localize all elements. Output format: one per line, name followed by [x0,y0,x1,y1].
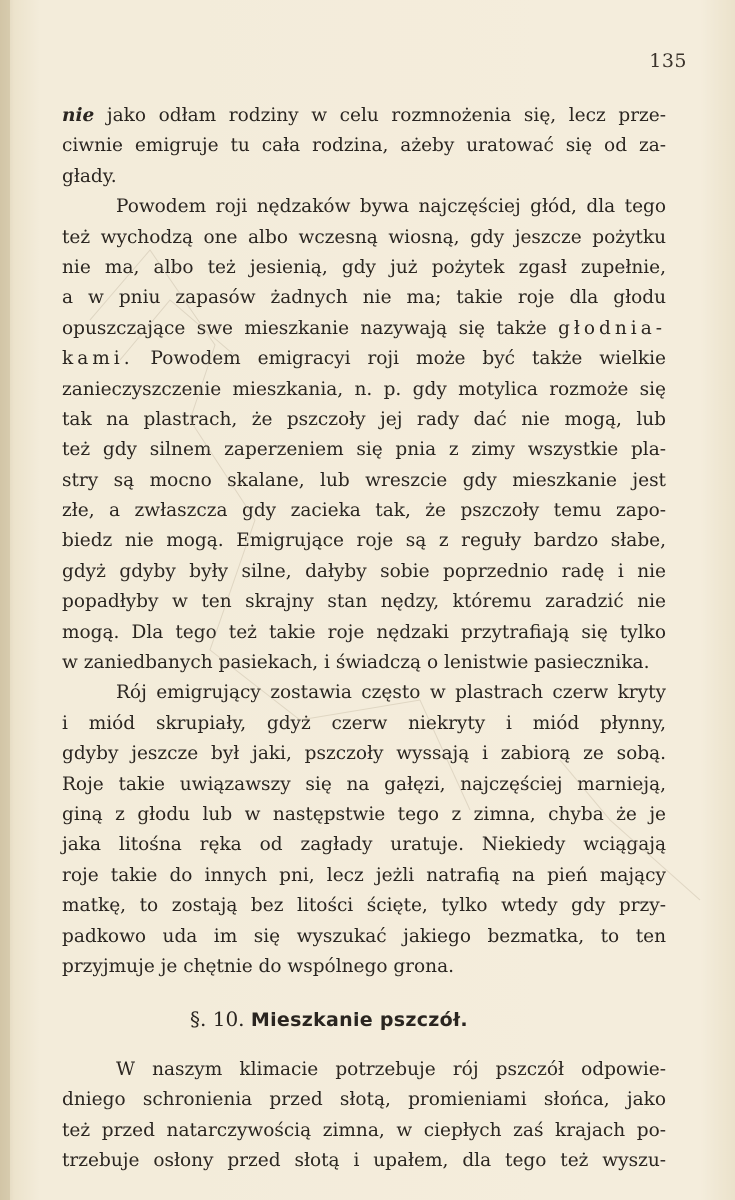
text-line: kami. Powodem emigracyi roji może być także wielkie [62,348,666,370]
text-line: a w pniu zapasów żadnych nie ma; takie roje dla głodu [62,287,666,309]
text-line: W naszym klimacie potrzebuje rój pszczół odpowie- [116,1058,666,1080]
text-line: Powodem roji nędzaków bywa najczęściej głód, dla tego [116,196,666,218]
section-title: Mieszkanie pszczół. [250,1009,468,1032]
text-line: roje takie do innych pni, lecz jeżli natrafią na pień mający [62,864,666,886]
text-line: też gdy silnem zaperzeniem się pnia z zimy wszystkie pla- [62,439,666,461]
text-line: nie jako odłam rodziny w celu rozmnożenia się, lecz prze- [62,105,666,126]
text-line: w zaniedbanych pasiekach, i świadczą o lenistwie pasiecznika. [62,652,650,674]
spaced-term: kami. [62,348,134,370]
text-line: też wychodzą one albo wczesną wiosną, gdy jeszcze pożytku [62,226,666,248]
text-line: głady. [62,165,117,187]
text-line: też przed natarczywością zimna, w ciepłych zaś krajach po- [62,1119,666,1141]
spaced-term: głodnia- [558,317,666,339]
text-line: i miód skrupiały, gdyż czerw niekryty i miód płynny, [62,712,666,734]
text-line: Rój emigrujący zostawia często w plastrach czerw kryty [116,682,666,704]
text-line: mogą. Dla tego też takie roje nędzaki przytrafiają się tylko [62,621,666,643]
text-line: biedz nie mogą. Emigrujące roje są z reguły bardzo słabe, [62,530,666,552]
text-line: popadłyby w ten skrajny stan nędzy, któremu zaradzić nie [62,591,666,613]
text-line: nie ma, albo też jesienią, gdy już pożytek zgasł zupełnie, [62,256,666,278]
text-line: tak na plastrach, że pszczoły jej rady dać nie mogą, lub [62,408,666,430]
paragraph-3 [62,678,666,982]
emphasized-word: nie [62,105,95,126]
text-line: gdyż gdyby były silne, dałyby sobie poprzednio radę i nie [62,560,666,582]
paragraph-2 [62,192,666,678]
text-line: padkowo uda im się wyszukać jakiego bezmatka, to ten [62,925,666,947]
text-line: dniego schronienia przed słotą, promieniami słońca, jako [62,1089,666,1111]
text-line: opuszczające swe mieszkanie nazywają się także głodnia- [62,317,666,339]
text-line: Roje takie uwiązawszy się na gałęzi, najczęściej marnieją, [62,773,666,795]
section-heading [62,1004,666,1034]
text-line: zanieczyszczenie mieszkania, n. p. gdy motylica rozmoże się [62,378,666,400]
text-line: złe, a zwłaszcza gdy zacieka tak, że pszczoły temu zapo- [62,500,666,522]
paragraph-4 [62,1055,666,1177]
page-number: 135 [649,50,687,72]
text-line: gdyby jeszcze był jaki, pszczoły wyssają i zabiorą ze sobą. [62,743,666,765]
paragraph-1 [62,101,666,192]
text-line: ciwnie emigruje tu cała rodzina, ażeby uratować się od za- [62,135,666,157]
text-line: trzebuje osłony przed słotą i upałem, dla tego też wyszu- [62,1149,666,1171]
page-text [62,101,666,1176]
section-number: §. 10. [190,1007,245,1032]
text-line: jaka litośna ręka od zagłady uratuje. Niekiedy wciągają [62,834,666,856]
text-line: giną z głodu lub w następstwie tego z zimna, chyba że je [62,803,666,825]
text-line: matkę, to zostają bez litości ścięte, tylko wtedy gdy przy- [62,895,666,917]
text-line: stry są mocno skalane, lub wreszcie gdy mieszkanie jest [62,469,666,491]
text-line: przyjmuje je chętnie do wspólnego grona. [62,955,454,977]
